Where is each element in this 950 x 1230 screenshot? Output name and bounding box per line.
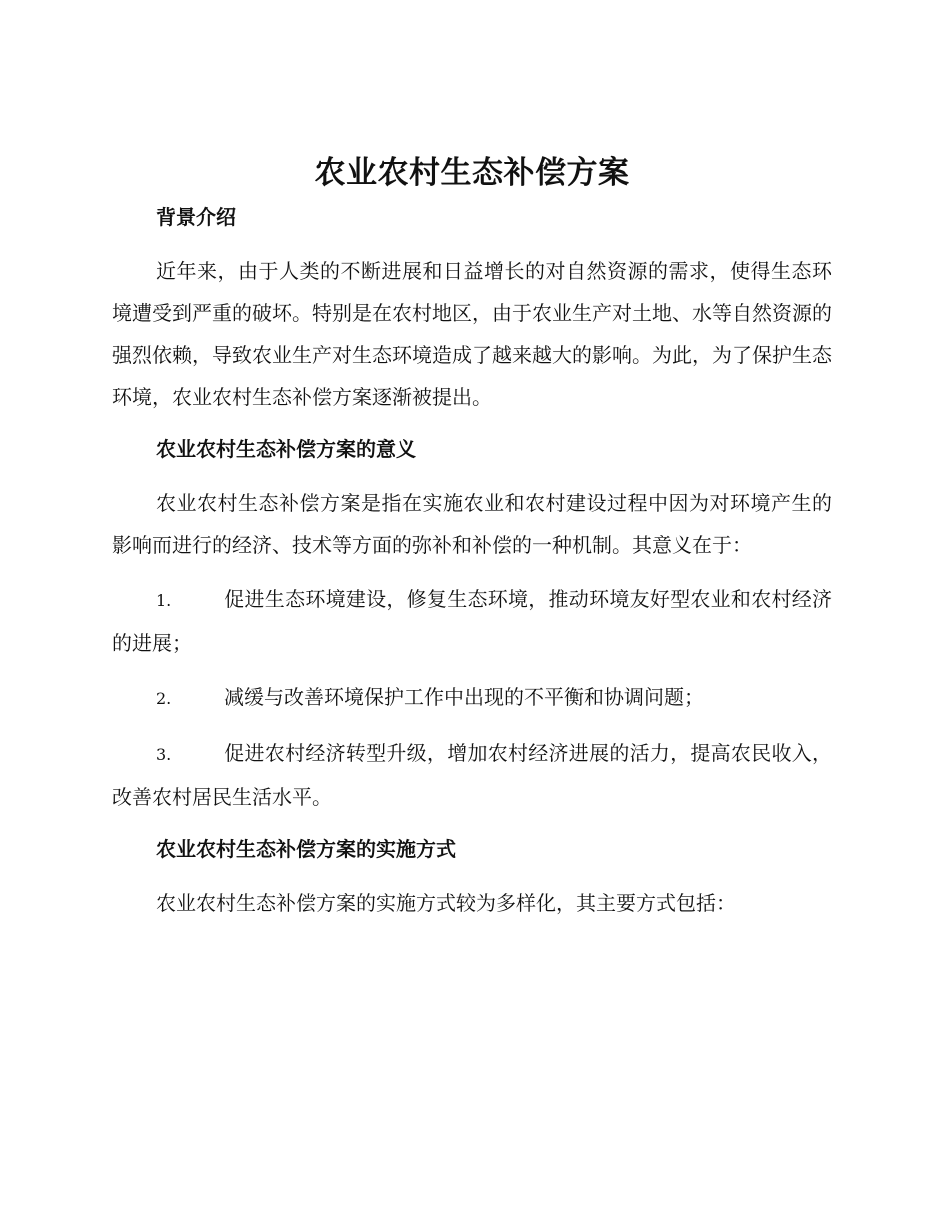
spacer: [112, 720, 832, 732]
list-item: [112, 732, 832, 818]
spacer: [112, 566, 832, 578]
document-title: 农业农村生态补偿方案: [314, 155, 630, 191]
list-item-number: 3.: [156, 745, 172, 764]
section-heading-implementation: 农业农村生态补偿方案的实施方式: [156, 837, 456, 861]
list-item-text: 减缓与改善环境保护工作中出现的不平衡和协调问题；: [224, 685, 704, 709]
spacer: [112, 664, 832, 676]
paragraph-background: 近年来，由于人类的不断进展和日益增长的对自然资源的需求，使得生态环境遭受到严重的破坏。特别是在农村地区，由于农业生产对土地、水等自然资源的强烈依赖，导致农业生产对生态环境造成了越来越大的影响。为此，为了保护生态环境，农业农村生态补偿方案逐渐被提出。: [112, 259, 832, 409]
spacer: [112, 818, 832, 834]
list-item-text: 促进农村经济转型升级，增加农村经济进展的活力，提高农民收入，改善农村居民生活水平。: [112, 741, 832, 809]
section-heading-significance: 农业农村生态补偿方案的意义: [156, 437, 416, 461]
spacer: [112, 464, 832, 482]
document-page: [112, 150, 832, 924]
paragraph-significance: 农业农村生态补偿方案是指在实施农业和农村建设过程中因为对环境产生的影响而进行的经济、技术等方面的弥补和补偿的一种机制。其意义在于：: [112, 491, 832, 557]
list-item: [112, 676, 832, 720]
section-heading-background: 背景介绍: [156, 205, 236, 229]
paragraph-implementation: 农业农村生态补偿方案的实施方式较为多样化，其主要方式包括：: [156, 891, 736, 915]
list-item-number: 2.: [156, 689, 172, 708]
spacer: [112, 232, 832, 250]
list-item: [112, 578, 832, 664]
spacer: [112, 418, 832, 434]
list-item-text: 促进生态环境建设，修复生态环境，推动环境友好型农业和农村经济的进展；: [112, 587, 832, 655]
spacer: [112, 864, 832, 882]
list-item-number: 1.: [156, 591, 172, 610]
